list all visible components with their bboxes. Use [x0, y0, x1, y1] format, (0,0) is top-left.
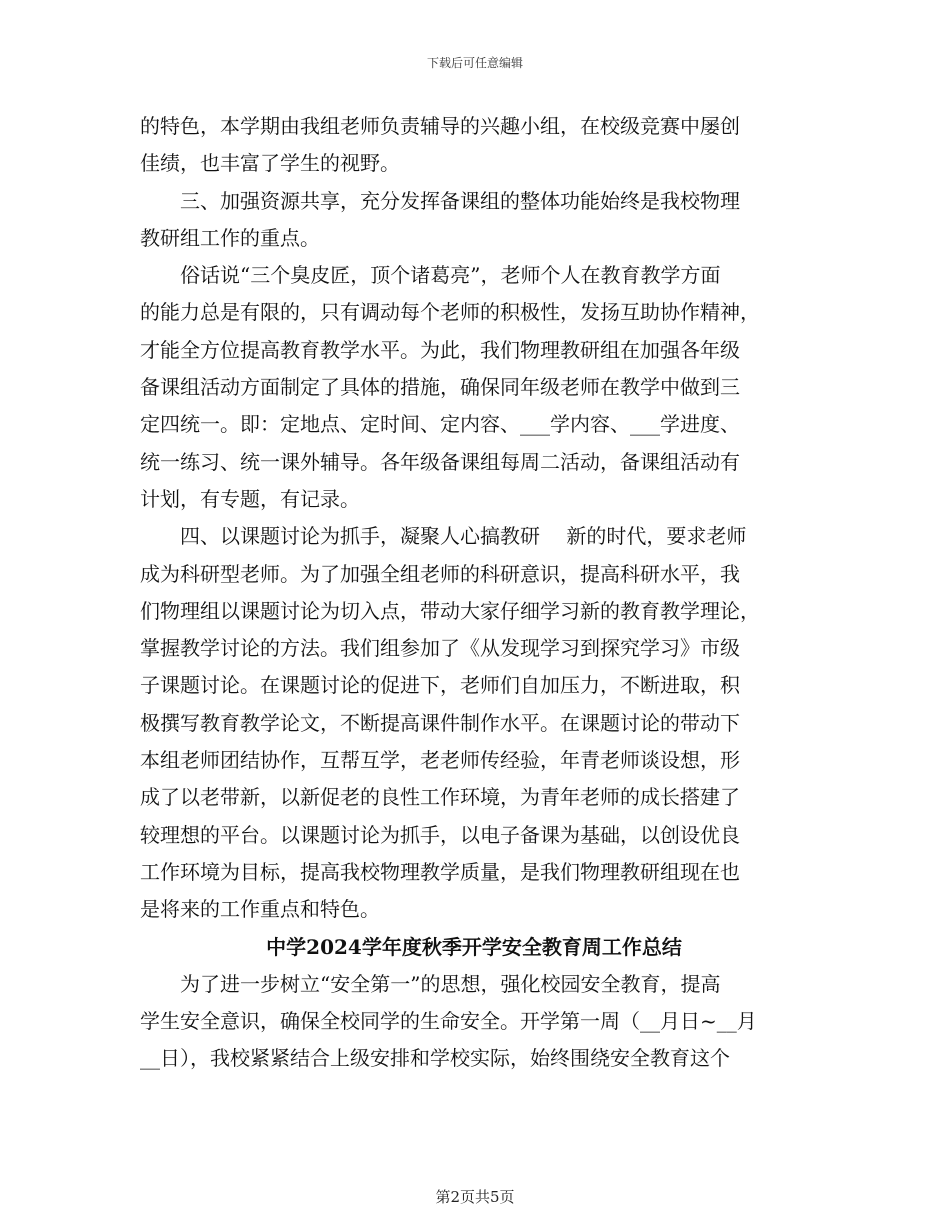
text-line: 教研组工作的重点。 — [140, 225, 320, 250]
text-line: 极撰写教育教学论文，不断提高课件制作水平。在课题讨论的带动下 — [140, 710, 740, 735]
text-line: 四、以课题讨论为抓手，凝聚人心搞教研 新的时代，要求老师 — [140, 524, 747, 549]
text-line: 工作环境为目标，提高我校物理教学质量，是我们物理教研组现在也 — [140, 859, 740, 884]
text-line: 掌握教学讨论的方法。我们组参加了《从发现学习到探究学习》市级 — [140, 636, 740, 661]
text-line: 定四统一。即：定地点、定时间、定内容、___学内容、___学进度、 — [140, 412, 740, 437]
text-line: 的特色，本学期由我组老师负责辅导的兴趣小组，在校级竞赛中屡创 — [140, 114, 740, 138]
text-line: 本组老师团结协作，互帮互学，老老师传经验，年青老师谈设想，形 — [140, 748, 740, 773]
text-line: 才能全方位提高教育教学水平。为此，我们物理教研组在加强各年级 — [140, 337, 740, 362]
text-line: 子课题讨论。在课题讨论的促进下，老师们自加压力，不断进取，积 — [140, 673, 740, 698]
text-line: 为了进一步树立“安全第一”的思想，强化校园安全教育，提高 — [140, 971, 721, 996]
text-line: 们物理组以课题讨论为切入点，带动大家仔细学习新的教育教学理论， — [140, 598, 760, 623]
text-line: 的能力总是有限的，只有调动每个老师的积极性，发扬互助协作精神， — [140, 300, 760, 325]
text-line: 成为科研型老师。为了加强全组老师的科研意识，提高科研水平，我 — [140, 561, 740, 586]
text-line: 学生安全意识，确保全校同学的生命安全。开学第一周（__月日~__月 — [140, 1009, 757, 1034]
text-line: 成了以老带新，以新促老的良性工作环境，为青年老师的成长搭建了 — [140, 785, 740, 810]
document-body — [140, 108, 808, 1078]
page-footer: 第2页共5页 — [435, 1188, 515, 1206]
text-line: 备课组活动方面制定了具体的措施，确保同年级老师在教学中做到三 — [140, 375, 740, 400]
text-line: 较理想的平台。以课题讨论为抓手，以电子备课为基础，以创设优良 — [140, 822, 740, 847]
text-line: 计划，有专题，有记录。 — [140, 486, 360, 511]
page-header: 下载后可任意编辑 — [426, 56, 523, 70]
text-line: 三、加强资源共享，充分发挥备课组的整体功能始终是我校物理 — [140, 188, 740, 213]
section-title: 中学2024学年度秋季开学安全教育周工作总结 — [266, 934, 682, 959]
text-line: 佳绩，也丰富了学生的视野。 — [140, 151, 400, 176]
text-line: 俗话说“三个臭皮匠，顶个诸葛亮”，老师个人在教育教学方面 — [140, 263, 721, 288]
text-line: 统一练习、统一课外辅导。各年级备课组每周二活动，备课组活动有 — [140, 449, 740, 474]
text-line: 是将来的工作重点和特色。 — [140, 897, 380, 922]
text-line: __日），我校紧紧结合上级安排和学校实际，始终围绕安全教育这个 — [140, 1046, 730, 1071]
